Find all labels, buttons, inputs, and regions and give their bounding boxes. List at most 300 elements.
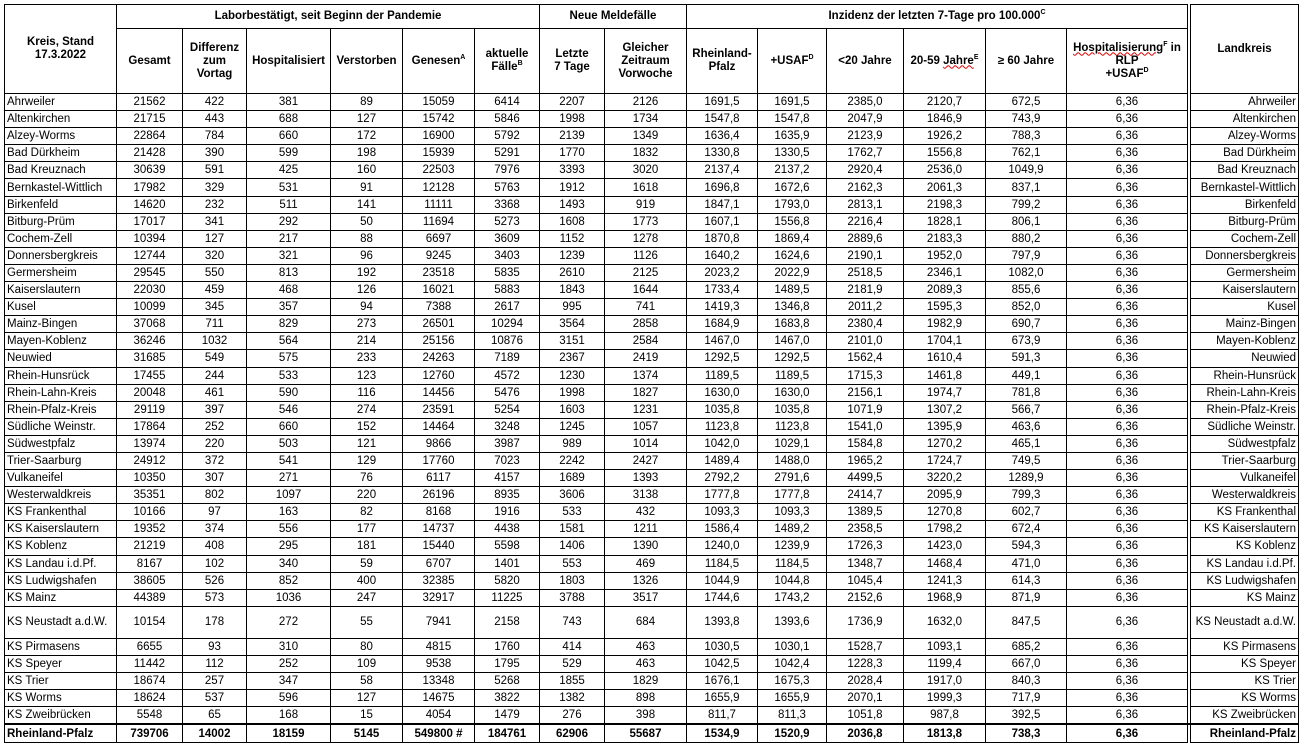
cell-genesen: 6117 (403, 470, 475, 487)
table-row (5, 94, 1299, 111)
cell-vorwoche: 684 (605, 606, 687, 638)
cell-letzte-7-tage: 743 (540, 606, 605, 638)
cell-differenz: 802 (183, 487, 247, 504)
cell-differenz: 232 (183, 196, 247, 213)
cell-inzidenz-u20: 1562,4 (827, 350, 904, 367)
cell-aktuelle-faelle: 5254 (475, 401, 540, 418)
cell-inzidenz-20-59: 1423,0 (904, 538, 986, 555)
cell-landkreis: Bad Kreuznach (1191, 162, 1299, 179)
cell-kreis: Kusel (5, 299, 117, 316)
cell-hospitalisierung-inzidenz: 6,36 (1067, 94, 1188, 111)
cell-kreis: Bad Dürkheim (5, 145, 117, 162)
header-group-laborbestaetigt: Laborbestätigt, seit Beginn der Pandemie (117, 5, 540, 29)
cell-hospitalisiert: 599 (247, 145, 331, 162)
cell-vorwoche: 432 (605, 504, 687, 521)
cell-inzidenz-20-59: 1813,8 (904, 724, 986, 743)
cell-inzidenz-u20: 1715,3 (827, 367, 904, 384)
cell-landkreis: Mayen-Koblenz (1191, 333, 1299, 350)
cell-inzidenz-usaf: 1042,4 (758, 655, 827, 672)
cell-inzidenz-usaf: 1292,5 (758, 350, 827, 367)
cell-differenz: 408 (183, 538, 247, 555)
cell-gesamt: 24912 (117, 452, 183, 469)
cell-hospitalisierung-inzidenz: 6,36 (1067, 418, 1188, 435)
cell-hospitalisierung-inzidenz: 6,36 (1067, 282, 1188, 299)
cell-hospitalisierung-inzidenz: 6,36 (1067, 111, 1188, 128)
cell-vorwoche: 1773 (605, 213, 687, 230)
cell-hospitalisiert: 660 (247, 418, 331, 435)
table-row (5, 111, 1299, 128)
table-row (5, 504, 1299, 521)
cell-inzidenz-rlp: 2792,2 (687, 470, 758, 487)
cell-inzidenz-rlp: 1684,9 (687, 316, 758, 333)
cell-inzidenz-rlp: 1640,2 (687, 247, 758, 264)
cell-landkreis: KS Ludwigshafen (1191, 572, 1299, 589)
cell-inzidenz-usaf: 2022,9 (758, 264, 827, 281)
cell-gesamt: 18624 (117, 690, 183, 707)
cell-inzidenz-20-59: 1828,1 (904, 213, 986, 230)
table-row (5, 162, 1299, 179)
cell-inzidenz-rlp: 1184,5 (687, 555, 758, 572)
table-body (5, 94, 1299, 743)
cell-letzte-7-tage: 1608 (540, 213, 605, 230)
cell-kreis: Trier-Saarburg (5, 452, 117, 469)
cell-aktuelle-faelle: 7023 (475, 452, 540, 469)
cell-landkreis: Donnersbergkreis (1191, 247, 1299, 264)
cell-hospitalisiert: 168 (247, 707, 331, 725)
cell-kreis: KS Frankenthal (5, 504, 117, 521)
cell-genesen: 32385 (403, 572, 475, 589)
cell-gesamt: 13974 (117, 435, 183, 452)
cell-inzidenz-20-59: 1270,2 (904, 435, 986, 452)
cell-verstorben: 82 (331, 504, 403, 521)
header-group-neue-meldefaelle: Neue Meldefälle (540, 5, 687, 29)
cell-inzidenz-u20: 1528,7 (827, 638, 904, 655)
cell-inzidenz-u20: 2028,4 (827, 673, 904, 690)
cell-hospitalisierung-inzidenz: 6,36 (1067, 350, 1188, 367)
cell-letzte-7-tage: 3393 (540, 162, 605, 179)
header-hospitalisiert: Hospitalisiert (247, 29, 331, 94)
cell-inzidenz-rlp: 1655,9 (687, 690, 758, 707)
cell-inzidenz-rlp: 1777,8 (687, 487, 758, 504)
cell-letzte-7-tage: 533 (540, 504, 605, 521)
cell-gesamt: 35351 (117, 487, 183, 504)
cell-inzidenz-u20: 1228,3 (827, 655, 904, 672)
cell-genesen: 9538 (403, 655, 475, 672)
cell-hospitalisiert: 272 (247, 606, 331, 638)
cell-kreis: Westerwaldkreis (5, 487, 117, 504)
cell-aktuelle-faelle: 10876 (475, 333, 540, 350)
table-row (5, 589, 1299, 606)
cell-hospitalisierung-inzidenz: 6,36 (1067, 452, 1188, 469)
cell-inzidenz-60-plus: 837,1 (986, 179, 1067, 196)
cell-inzidenz-rlp: 1393,8 (687, 606, 758, 638)
cell-gesamt: 30639 (117, 162, 183, 179)
cell-inzidenz-rlp: 1733,4 (687, 282, 758, 299)
cell-hospitalisiert: 163 (247, 504, 331, 521)
cell-inzidenz-rlp: 1189,5 (687, 367, 758, 384)
cell-landkreis: KS Koblenz (1191, 538, 1299, 555)
table-row (5, 655, 1299, 672)
cell-kreis: Mayen-Koblenz (5, 333, 117, 350)
cell-hospitalisierung-inzidenz: 6,36 (1067, 572, 1188, 589)
cell-inzidenz-u20: 2358,5 (827, 521, 904, 538)
cell-kreis: Bitburg-Prüm (5, 213, 117, 230)
cell-kreis: KS Koblenz (5, 538, 117, 555)
cell-kreis: Donnersbergkreis (5, 247, 117, 264)
cell-inzidenz-rlp: 1093,3 (687, 504, 758, 521)
cell-vorwoche: 2126 (605, 94, 687, 111)
cell-letzte-7-tage: 3788 (540, 589, 605, 606)
header-usaf: $+USAF^D$ (758, 29, 827, 94)
cell-hospitalisiert: 347 (247, 673, 331, 690)
cell-gesamt: 36246 (117, 333, 183, 350)
cell-differenz: 1032 (183, 333, 247, 350)
cell-differenz: 526 (183, 572, 247, 589)
cell-vorwoche: 1278 (605, 230, 687, 247)
cell-hospitalisiert: 596 (247, 690, 331, 707)
cell-kreis: KS Trier (5, 673, 117, 690)
cell-differenz: 65 (183, 707, 247, 725)
cell-hospitalisiert: 321 (247, 247, 331, 264)
cell-kreis: KS Ludwigshafen (5, 572, 117, 589)
cell-inzidenz-usaf: 1123,8 (758, 418, 827, 435)
cell-gesamt: 739706 (117, 724, 183, 743)
table-row (5, 264, 1299, 281)
cell-hospitalisierung-inzidenz: 6,36 (1067, 521, 1188, 538)
cell-verstorben: 127 (331, 111, 403, 128)
cell-hospitalisierung-inzidenz: 6,36 (1067, 316, 1188, 333)
cell-inzidenz-u20: 2414,7 (827, 487, 904, 504)
cell-genesen: 23591 (403, 401, 475, 418)
cell-verstorben: 172 (331, 128, 403, 145)
cell-gesamt: 20048 (117, 384, 183, 401)
cell-inzidenz-usaf: 1556,8 (758, 213, 827, 230)
cell-vorwoche: 1390 (605, 538, 687, 555)
cell-aktuelle-faelle: 3609 (475, 230, 540, 247)
cell-gesamt: 10394 (117, 230, 183, 247)
cell-hospitalisierung-inzidenz: 6,36 (1067, 655, 1188, 672)
cell-inzidenz-u20: 1726,3 (827, 538, 904, 555)
cell-aktuelle-faelle: 5820 (475, 572, 540, 589)
cell-verstorben: 127 (331, 690, 403, 707)
cell-landkreis: Kusel (1191, 299, 1299, 316)
cell-gesamt: 17864 (117, 418, 183, 435)
cell-inzidenz-20-59: 2198,3 (904, 196, 986, 213)
cell-inzidenz-usaf: 1489,5 (758, 282, 827, 299)
cell-vorwoche: 1644 (605, 282, 687, 299)
cell-verstorben: 273 (331, 316, 403, 333)
cell-aktuelle-faelle: 4438 (475, 521, 540, 538)
cell-vorwoche: 1734 (605, 111, 687, 128)
table-row (5, 606, 1299, 638)
cell-inzidenz-60-plus: 871,9 (986, 589, 1067, 606)
cell-hospitalisierung-inzidenz: 6,36 (1067, 264, 1188, 281)
cell-inzidenz-60-plus: 602,7 (986, 504, 1067, 521)
cell-inzidenz-u20: 2216,4 (827, 213, 904, 230)
cell-hospitalisierung-inzidenz: 6,36 (1067, 230, 1188, 247)
cell-vorwoche: 3020 (605, 162, 687, 179)
cell-gesamt: 44389 (117, 589, 183, 606)
cell-gesamt: 11442 (117, 655, 183, 672)
table-row (5, 247, 1299, 264)
cell-genesen: 4054 (403, 707, 475, 725)
cell-inzidenz-usaf: 1467,0 (758, 333, 827, 350)
cell-inzidenz-usaf: 1520,9 (758, 724, 827, 743)
cell-hospitalisiert: 295 (247, 538, 331, 555)
cell-verstorben: 94 (331, 299, 403, 316)
cell-inzidenz-20-59: 2183,3 (904, 230, 986, 247)
cell-kreis: Bernkastel-Wittlich (5, 179, 117, 196)
header-rheinland-pfalz: Rheinland- Pfalz (687, 29, 758, 94)
cell-hospitalisierung-inzidenz: 6,36 (1067, 673, 1188, 690)
cell-landkreis: Bernkastel-Wittlich (1191, 179, 1299, 196)
cell-hospitalisiert: 688 (247, 111, 331, 128)
cell-differenz: 591 (183, 162, 247, 179)
cell-aktuelle-faelle: 7976 (475, 162, 540, 179)
cell-hospitalisiert: 217 (247, 230, 331, 247)
header-hospitalisierung: Hospitalisierung$^F$ in RLP $+USAF^D$ (1067, 29, 1188, 94)
cell-kreis: KS Worms (5, 690, 117, 707)
cell-gesamt: 29545 (117, 264, 183, 281)
cell-genesen: 26501 (403, 316, 475, 333)
table-row (5, 333, 1299, 350)
cell-inzidenz-20-59: 1632,0 (904, 606, 986, 638)
cell-letzte-7-tage: 553 (540, 555, 605, 572)
cell-kreis: Südwestpfalz (5, 435, 117, 452)
cell-kreis: Ahrweiler (5, 94, 117, 111)
cell-verstorben: 5145 (331, 724, 403, 743)
cell-letzte-7-tage: 2207 (540, 94, 605, 111)
cell-genesen: 6707 (403, 555, 475, 572)
cell-inzidenz-60-plus: 788,3 (986, 128, 1067, 145)
cell-inzidenz-60-plus: 840,3 (986, 673, 1067, 690)
cell-letzte-7-tage: 1855 (540, 673, 605, 690)
cell-hospitalisierung-inzidenz: 6,36 (1067, 555, 1188, 572)
cell-aktuelle-faelle: 5883 (475, 282, 540, 299)
cell-vorwoche: 2125 (605, 264, 687, 281)
cell-inzidenz-usaf: 1869,4 (758, 230, 827, 247)
cell-hospitalisierung-inzidenz: 6,36 (1067, 128, 1188, 145)
cell-aktuelle-faelle: 4572 (475, 367, 540, 384)
cell-vorwoche: 1326 (605, 572, 687, 589)
cell-inzidenz-usaf: 2791,6 (758, 470, 827, 487)
cell-hospitalisierung-inzidenz: 6,36 (1067, 724, 1188, 743)
cell-inzidenz-usaf: 1189,5 (758, 367, 827, 384)
cell-gesamt: 10154 (117, 606, 183, 638)
cell-verstorben: 55 (331, 606, 403, 638)
cell-inzidenz-20-59: 1798,2 (904, 521, 986, 538)
cell-hospitalisiert: 503 (247, 435, 331, 452)
cell-hospitalisiert: 252 (247, 655, 331, 672)
cell-hospitalisierung-inzidenz: 6,36 (1067, 606, 1188, 638)
cell-hospitalisiert: 660 (247, 128, 331, 145)
cell-genesen: 7941 (403, 606, 475, 638)
cell-inzidenz-20-59: 2120,7 (904, 94, 986, 111)
cell-hospitalisierung-inzidenz: 6,36 (1067, 690, 1188, 707)
cell-inzidenz-20-59: 1999,3 (904, 690, 986, 707)
cell-verstorben: 88 (331, 230, 403, 247)
cell-letzte-7-tage: 3151 (540, 333, 605, 350)
cell-hospitalisiert: 556 (247, 521, 331, 538)
cell-hospitalisiert: 292 (247, 213, 331, 230)
cell-inzidenz-60-plus: 690,7 (986, 316, 1067, 333)
cell-aktuelle-faelle: 7189 (475, 350, 540, 367)
table-row (5, 213, 1299, 230)
cell-differenz: 257 (183, 673, 247, 690)
cell-genesen: 15440 (403, 538, 475, 555)
cell-vorwoche: 2419 (605, 350, 687, 367)
header-60-plus: ≥ 60 Jahre (986, 29, 1067, 94)
header-genesen: Genesen$^A$ (403, 29, 475, 94)
table-row (5, 384, 1299, 401)
cell-differenz: 372 (183, 452, 247, 469)
cell-landkreis: KS Speyer (1191, 655, 1299, 672)
cell-inzidenz-u20: 1762,7 (827, 145, 904, 162)
cell-inzidenz-usaf: 1683,8 (758, 316, 827, 333)
cell-aktuelle-faelle: 5763 (475, 179, 540, 196)
cell-letzte-7-tage: 1406 (540, 538, 605, 555)
cell-genesen: 8168 (403, 504, 475, 521)
cell-genesen: 14464 (403, 418, 475, 435)
cell-inzidenz-u20: 2190,1 (827, 247, 904, 264)
cell-inzidenz-usaf: 811,3 (758, 707, 827, 725)
cell-aktuelle-faelle: 5476 (475, 384, 540, 401)
cell-kreis: Alzey-Worms (5, 128, 117, 145)
cell-kreis: Mainz-Bingen (5, 316, 117, 333)
table-row (5, 555, 1299, 572)
cell-letzte-7-tage: 1998 (540, 111, 605, 128)
cell-inzidenz-u20: 2920,4 (827, 162, 904, 179)
cell-aktuelle-faelle: 3403 (475, 247, 540, 264)
cell-hospitalisiert: 357 (247, 299, 331, 316)
table-row (5, 707, 1299, 725)
cell-gesamt: 10099 (117, 299, 183, 316)
cell-vorwoche: 1832 (605, 145, 687, 162)
cell-letzte-7-tage: 2367 (540, 350, 605, 367)
cell-inzidenz-usaf: 1672,6 (758, 179, 827, 196)
cell-inzidenz-u20: 1965,2 (827, 452, 904, 469)
cell-kreis: KS Kaiserslautern (5, 521, 117, 538)
cell-hospitalisierung-inzidenz: 6,36 (1067, 435, 1188, 452)
cell-inzidenz-60-plus: 717,9 (986, 690, 1067, 707)
cell-inzidenz-60-plus: 1049,9 (986, 162, 1067, 179)
cell-inzidenz-u20: 2011,2 (827, 299, 904, 316)
cell-hospitalisierung-inzidenz: 6,36 (1067, 401, 1188, 418)
cell-inzidenz-u20: 2518,5 (827, 264, 904, 281)
cell-inzidenz-rlp: 1467,0 (687, 333, 758, 350)
cell-aktuelle-faelle: 1916 (475, 504, 540, 521)
cell-inzidenz-rlp: 1240,0 (687, 538, 758, 555)
cell-kreis: Vulkaneifel (5, 470, 117, 487)
cell-vorwoche: 1827 (605, 384, 687, 401)
cell-differenz: 345 (183, 299, 247, 316)
cell-differenz: 537 (183, 690, 247, 707)
cell-kreis: Kaiserslautern (5, 282, 117, 299)
covid-district-table (4, 4, 1299, 743)
cell-inzidenz-60-plus: 852,0 (986, 299, 1067, 316)
header-row-groups (5, 5, 1299, 29)
cell-verstorben: 192 (331, 264, 403, 281)
table-row (5, 128, 1299, 145)
cell-genesen: 16021 (403, 282, 475, 299)
cell-inzidenz-60-plus: 1289,9 (986, 470, 1067, 487)
cell-verstorben: 116 (331, 384, 403, 401)
cell-inzidenz-rlp: 2023,2 (687, 264, 758, 281)
cell-inzidenz-20-59: 2089,3 (904, 282, 986, 299)
cell-kreis: Germersheim (5, 264, 117, 281)
cell-inzidenz-u20: 2813,1 (827, 196, 904, 213)
cell-verstorben: 50 (331, 213, 403, 230)
cell-gesamt: 10166 (117, 504, 183, 521)
cell-verstorben: 247 (331, 589, 403, 606)
cell-hospitalisiert: 813 (247, 264, 331, 281)
cell-hospitalisierung-inzidenz: 6,36 (1067, 145, 1188, 162)
cell-inzidenz-20-59: 1461,8 (904, 367, 986, 384)
cell-hospitalisierung-inzidenz: 6,36 (1067, 247, 1188, 264)
cell-differenz: 112 (183, 655, 247, 672)
table-row (5, 470, 1299, 487)
cell-genesen: 11111 (403, 196, 475, 213)
cell-inzidenz-usaf: 1743,2 (758, 589, 827, 606)
cell-hospitalisiert: 1036 (247, 589, 331, 606)
cell-gesamt: 22030 (117, 282, 183, 299)
cell-letzte-7-tage: 1152 (540, 230, 605, 247)
cell-inzidenz-20-59: 1241,3 (904, 572, 986, 589)
cell-kreis: Neuwied (5, 350, 117, 367)
cell-inzidenz-rlp: 1330,8 (687, 145, 758, 162)
cell-genesen: 24263 (403, 350, 475, 367)
table-row (5, 435, 1299, 452)
cell-vorwoche: 1618 (605, 179, 687, 196)
cell-kreis: Rhein-Hunsrück (5, 367, 117, 384)
table-row-total (5, 724, 1299, 743)
cell-vorwoche: 1829 (605, 673, 687, 690)
cell-landkreis: KS Landau i.d.Pf. (1191, 555, 1299, 572)
cell-differenz: 711 (183, 316, 247, 333)
cell-inzidenz-u20: 2380,4 (827, 316, 904, 333)
cell-differenz: 397 (183, 401, 247, 418)
cell-inzidenz-rlp: 1744,6 (687, 589, 758, 606)
cell-differenz: 93 (183, 638, 247, 655)
cell-landkreis: KS Worms (1191, 690, 1299, 707)
cell-hospitalisiert: 533 (247, 367, 331, 384)
cell-hospitalisierung-inzidenz: 6,36 (1067, 589, 1188, 606)
cell-inzidenz-usaf: 1184,5 (758, 555, 827, 572)
cell-hospitalisiert: 310 (247, 638, 331, 655)
table-row (5, 538, 1299, 555)
cell-inzidenz-rlp: 1035,8 (687, 401, 758, 418)
cell-letzte-7-tage: 2242 (540, 452, 605, 469)
cell-letzte-7-tage: 1912 (540, 179, 605, 196)
cell-genesen: 16900 (403, 128, 475, 145)
cell-genesen: 25156 (403, 333, 475, 350)
cell-inzidenz-usaf: 1691,5 (758, 94, 827, 111)
cell-kreis: KS Zweibrücken (5, 707, 117, 725)
cell-inzidenz-20-59: 2346,1 (904, 264, 986, 281)
cell-inzidenz-rlp: 1630,0 (687, 384, 758, 401)
cell-vorwoche: 1014 (605, 435, 687, 452)
cell-inzidenz-20-59: 1917,0 (904, 673, 986, 690)
cell-gesamt: 21428 (117, 145, 183, 162)
header-under-20: <20 Jahre (827, 29, 904, 94)
table-row (5, 418, 1299, 435)
cell-letzte-7-tage: 1689 (540, 470, 605, 487)
cell-vorwoche: 1126 (605, 247, 687, 264)
cell-vorwoche: 2584 (605, 333, 687, 350)
cell-kreis: KS Pirmasens (5, 638, 117, 655)
cell-hospitalisiert: 531 (247, 179, 331, 196)
cell-verstorben: 89 (331, 94, 403, 111)
